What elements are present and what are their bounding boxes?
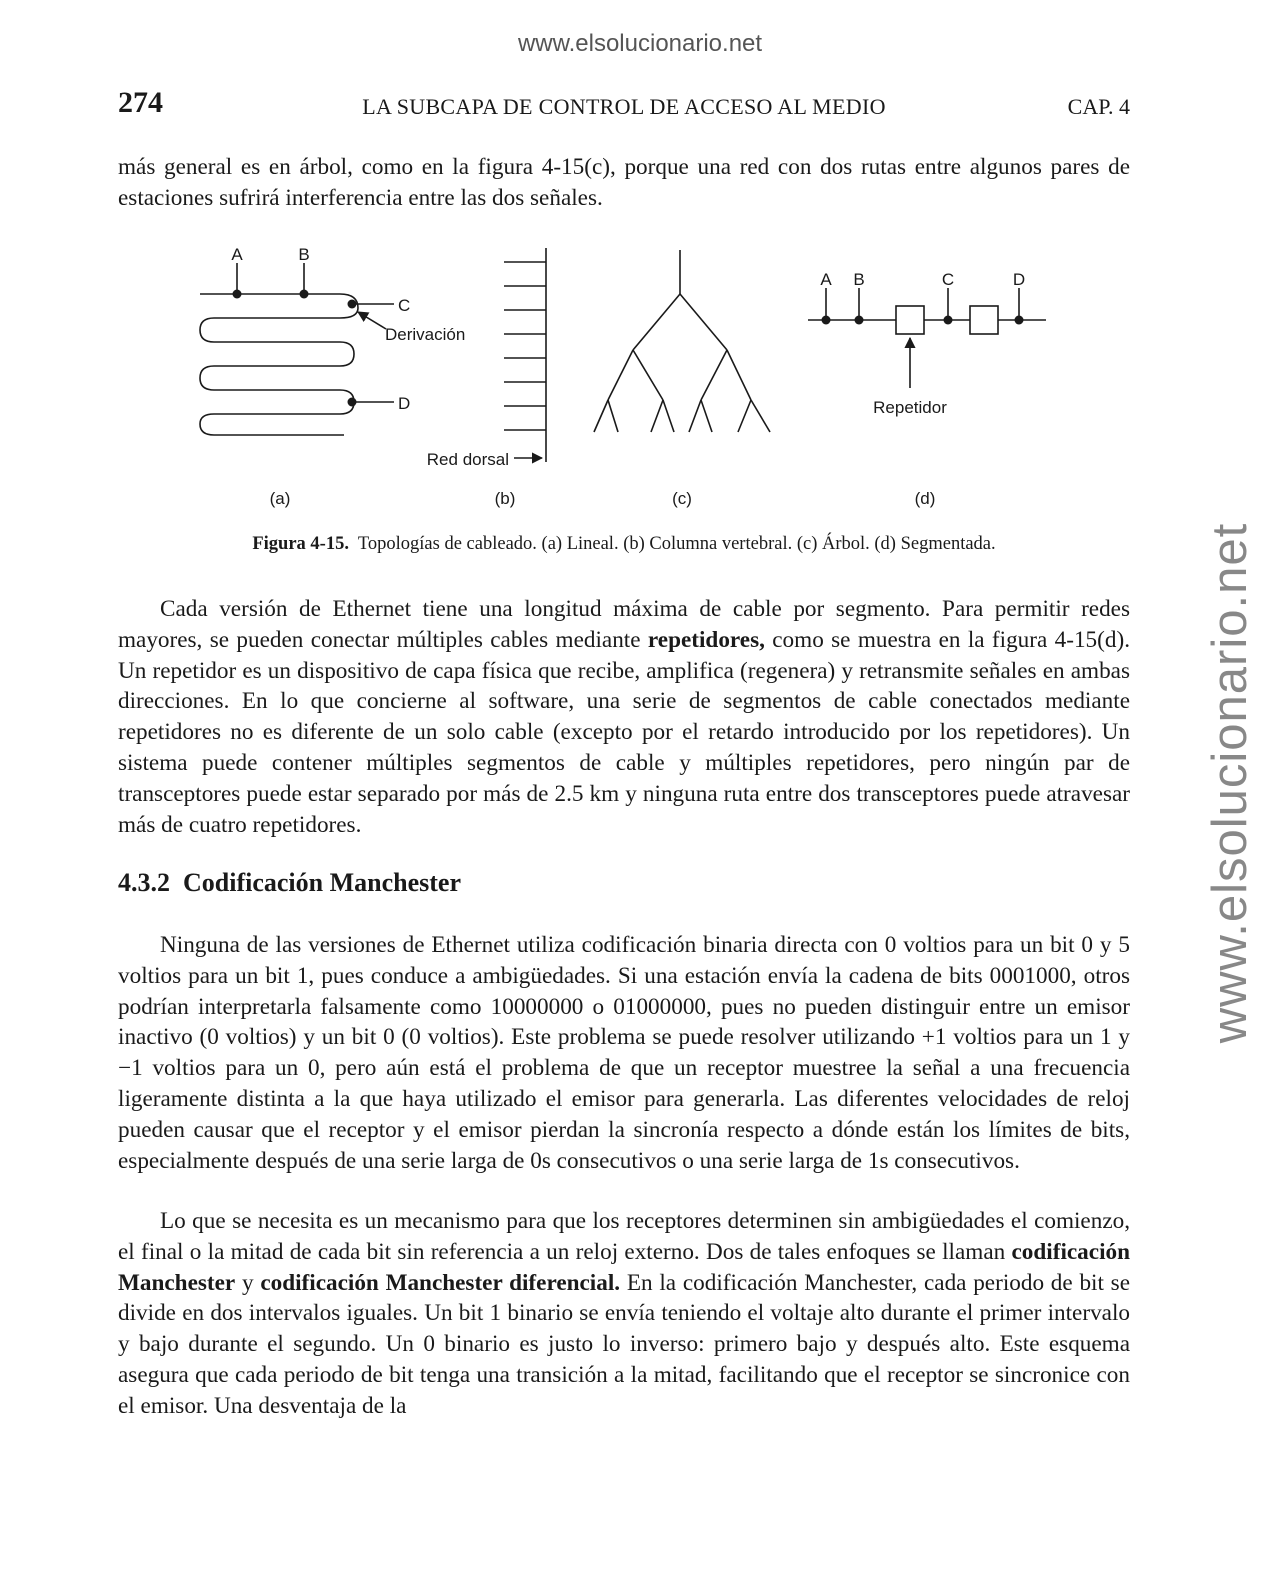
paragraph-binary: Ninguna de las versiones de Ethernet utiliza codificación binaria directa con 0 voltios para un bit 0 y 5 voltios para un bit 1, pues conduce a ambigüedades. Si una estación envía la cadena de bits 0001000, otros podrían interpretarla falsamente como 10000000 o 01000000, pues no pueden distinguir entre un emisor inactivo (0 voltios) y un bit 0 (0 voltios). Este problema se puede resolver utilizando +1 voltios para un 1 y −1 voltios para un 0, pero aún está el problema de que un receptor muestree la señal a una frecuencia ligeramente distinta a la que haya utilizado el emisor para generarla. Las diferentes velocidades de reloj pueden causar que el receptor y el emisor pierdan la sincronía respecto a dónde están los límites de bits, especialmente después de una serie larga de 0s consecutivos o una serie larga de 1s consecutivos. <box>118 932 1130 1174</box>
panel-c-sub-label: (c) <box>672 489 692 508</box>
panel-d-label-d: D <box>1012 270 1026 289</box>
panel-d-label-a: A <box>820 270 832 289</box>
caption-number: Figura 4-15. <box>252 534 349 554</box>
paragraph-repeaters-part1: Cada versión de Ethernet tiene una longitud máxima de cable por segmento. Para permitir redes mayores, se pueden conectar múltiples cables mediante <box>118 596 1130 653</box>
figure-caption <box>118 534 1130 555</box>
watermark-top: www.elsolucionario.net <box>517 30 763 57</box>
paragraph-manchester <box>118 1206 1130 1422</box>
caption-text: Topologías de cableado. (a) Lineal. (b) Columna vertebral. (c) Árbol. (d) Segmentada. <box>357 534 996 554</box>
intro-paragraph: más general es en árbol, como en la figura 4-15(c), porque una red con dos rutas entre algunos pares de estaciones sufrirá interferencia entre las dos señales. <box>118 154 1130 211</box>
panel-b-backbone <box>427 248 546 508</box>
page-number: 274 <box>118 86 163 119</box>
panel-d-sub-label: (d) <box>914 489 936 508</box>
panel-c-tree <box>594 250 770 508</box>
panel-a-tap-label: Derivación <box>385 325 466 344</box>
panel-d-label-c: C <box>941 270 955 289</box>
term-repetidores: repetidores, <box>647 626 765 653</box>
paragraph-repeaters-part2: como se muestra en la figura 4-15(d). Un repetidor es un dispositivo de capa física que recibe, amplifica (regenera) y retransmite señales en ambas direcciones. En lo que concierne al software, una serie de segmentos de cable conectados mediante repetidores no es diferente de un solo cable (excepto por el retardo introducido por los repetidores). Un sistema puede contener múltiples segmentos de cable y múltiples repetidores, pero ningún par de transceptores puede estar separado por más de 2.5 km y ninguna ruta entre dos transceptores puede atravesar más de cuatro repetidores. <box>118 626 1130 838</box>
panel-d-label-b: B <box>853 270 865 289</box>
panel-d-repeater-label: Repetidor <box>873 398 947 417</box>
term-manchester: codificación Manchester <box>118 1238 1130 1296</box>
panel-a-label-c: C <box>398 296 411 315</box>
panel-b-sub-label: (b) <box>494 489 516 508</box>
section-title: Codificación Manchester <box>183 868 462 897</box>
paragraph-manchester-part2: y <box>235 1269 261 1296</box>
panel-a-label-b: B <box>298 245 310 264</box>
running-title: LA SUBCAPA DE CONTROL DE ACCESO AL MEDIO <box>362 94 886 119</box>
chapter-label: CAP. 4 <box>1067 94 1130 119</box>
repeater-box-1 <box>896 306 924 334</box>
repeater-box-2 <box>970 306 998 334</box>
section-number: 4.3.2 <box>118 868 170 897</box>
panel-d-segmented <box>808 270 1046 508</box>
section-heading <box>118 868 461 898</box>
panel-a-sub-label: (a) <box>269 489 291 508</box>
panel-a-label-a: A <box>231 245 243 264</box>
panel-a-linear <box>200 245 465 508</box>
paragraph-repeaters <box>118 594 1130 840</box>
watermark-side: www.elsolucionario.net <box>1203 522 1257 1044</box>
paragraph-manchester-part1: Lo que se necesita es un mecanismo para que los receptores determinen sin ambigüedades el comienzo, el final o la mitad de cada bit sin referencia a un reloj externo. Dos de tales enfoques se llaman <box>118 1208 1130 1265</box>
term-manchester-diferencial: codificación Manchester diferencial. <box>260 1269 621 1296</box>
paragraph-manchester-part3: En la codificación Manchester, cada periodo de bit se divide en dos intervalos iguales. Un bit 1 binario se envía teniendo el voltaje alto durante el primer intervalo y bajo durante el segundo. Un 0 binario es justo lo inverso: primero bajo y después alto. Este esquema asegura que cada periodo de bit tenga una transición a la mitad, facilitando que el receptor se sincronice con el emisor. Una desventaja de la <box>118 1269 1131 1419</box>
page-header <box>118 86 1130 126</box>
figure-4-15 <box>118 236 1130 516</box>
panel-b-spine-label: Red dorsal <box>426 450 509 469</box>
panel-a-label-d: D <box>398 394 411 413</box>
topology-diagram <box>118 236 1130 516</box>
